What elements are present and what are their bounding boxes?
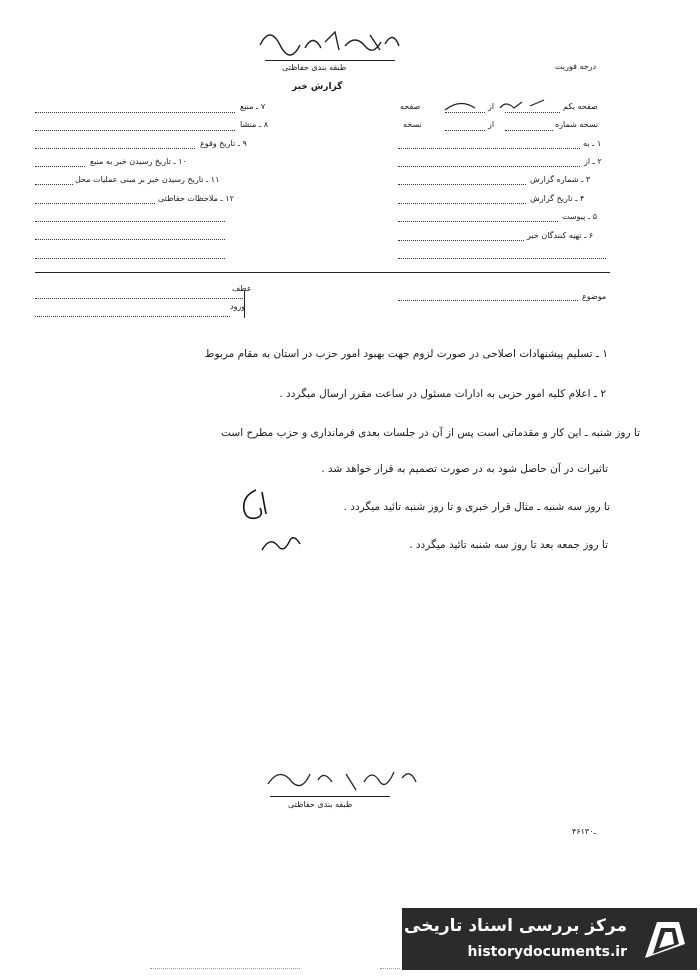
header-rule (265, 60, 395, 61)
logo-title: مرکز بررسی اسناد تاریخی (404, 916, 627, 936)
page-handwriting (440, 96, 560, 116)
reference-vertical-rule (244, 290, 245, 318)
field-news-authors: ۶ ـ تهیه کنندگان خبر (527, 231, 594, 240)
handwritten-initial-2 (258, 534, 308, 556)
field-source: ۷ ـ منبع (240, 102, 266, 111)
footer-handwriting (262, 760, 432, 796)
page-label: صفحه یکم (563, 102, 598, 111)
priority-label: درجه فوریت (555, 62, 597, 71)
field-attachment: ۵ ـ پیوست (562, 212, 598, 221)
logo-url: historydocuments.ir (467, 944, 627, 960)
body-line-6: تا روز جمعه بعد تا روز سه شنبه تائید میگردد . (409, 539, 608, 551)
field-from: ۲ ـ از (584, 157, 602, 166)
copy-label: نسخه شماره (555, 120, 599, 129)
handwritten-initial-1 (236, 486, 270, 524)
copy-sep: از (488, 120, 495, 129)
form-number: ۴۶ـ۱۳۰ (572, 827, 596, 836)
bottom-trace-right (380, 968, 400, 969)
section-divider (35, 272, 610, 273)
body-line-2: ۲ ـ اعلام کلیه امور حزبی به ادارات مسئول در ساعت مقرر ارسال میگردد . (279, 388, 606, 400)
archive-emblem-icon (639, 914, 691, 964)
classification-label: طبقه بندی حفاظتی (282, 63, 347, 72)
page-sep: از (488, 102, 495, 111)
body-line-4: تاثیرات در آن حاصل شود به در صورت تصمیم به قرار خواهد شد . (321, 463, 608, 475)
archive-logo (402, 908, 697, 970)
subject-label: موضوع (582, 292, 607, 301)
body-line-1: ۱ ـ تسلیم پیشنهادات اصلاحی در صورت لزوم جهت بهبود امور حزب در استان به مقام مربوط (204, 348, 608, 360)
field-origin: ۸ ـ منشا (240, 120, 268, 129)
field-news-to-source: ۱۰ ـ تاریخ رسیدن خبر به منبع (90, 157, 187, 166)
field-report-number: ۳ ـ شماره گزارش (530, 175, 591, 184)
field-security-notes: ۱۲ ـ ملاحظات حفاظتی (158, 194, 234, 203)
copy-unit: نسخه (403, 120, 422, 129)
bottom-trace-left (150, 968, 300, 969)
footer-classification: طبقه بندی حفاظتی (288, 800, 353, 809)
body-line-5: تا روز سه شنبه ـ مثال قرار خبری و تا روز شنبه تائید میگردد . (343, 501, 610, 513)
vorud-label: ورود (230, 302, 246, 311)
field-news-to-ops: ۱۱ ـ تاریخ رسیدن خبر بر مبنی عملیات محل (75, 175, 220, 184)
body-line-3: تا روز شنبه ـ این کار و مقدماتی است پس از آن در جلسات بعدی فرمانداری و حزب مطرح است (221, 427, 640, 439)
field-report-date: ۴ ـ تاریخ گزارش (530, 194, 585, 203)
field-to: ۱ ـ به (583, 139, 602, 148)
page-unit: صفحه (400, 102, 421, 111)
report-title: گزارش خبر (292, 82, 343, 92)
atf-label: عطف (232, 284, 252, 293)
field-event-date: ۹ ـ تاریخ وقوع (200, 139, 247, 148)
footer-rule (270, 796, 390, 797)
